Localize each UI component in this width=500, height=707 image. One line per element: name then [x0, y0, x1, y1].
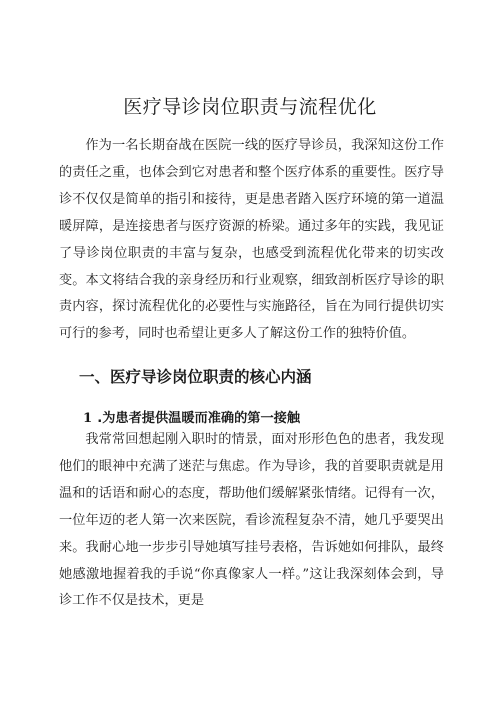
intro-paragraph: 作为一名长期奋战在医院一线的医疗导诊员，我深知这份工作的责任之重，也体会到它对患者和整个医疗体系的重要性。医疗导诊不仅仅是简单的指引和接待，更是患者踏入医疗环境的第一道温暖屏障，是连接患者与医疗资源的桥梁。通过多年的实践，我见证了导诊岗位职责的丰富与复杂，也感受到流程优化带来的切实改变。本文将结合我的亲身经历和行业观察，细致剖析医疗导诊的职责内容，探讨流程优化的必要性与实施路径，旨在为同行提供切实可行的参考，同时也希望让更多人了解这份工作的独特价值。: [59, 138, 444, 342]
subsection-title: .为患者提供温暖而准确的第一接触: [97, 411, 301, 426]
subsection-number: 1: [83, 411, 93, 426]
subsection-heading: [83, 410, 300, 428]
body-paragraph: 我常常回想起刚入职时的情景，面对形形色色的患者，我发现他们的眼神中充满了迷茫与焦虑。作为导诊，我的首要职责就是用温和的话语和耐心的态度，帮助他们缓解紧张情绪。记得有一次，一位年迈的老人第一次来医院，看诊流程复杂不清，她几乎要哭出来。我耐心地一步步引导她填写挂号表格，告诉她如何排队，最终她感激地握着我的手说“你真像家人一样。”这让我深刻体会到，导诊工作不仅是技术，更是: [59, 432, 444, 609]
document-title: 医疗导诊岗位职责与流程优化: [123, 96, 377, 118]
section-heading: 一、医疗导诊岗位职责的核心内涵: [79, 368, 312, 386]
